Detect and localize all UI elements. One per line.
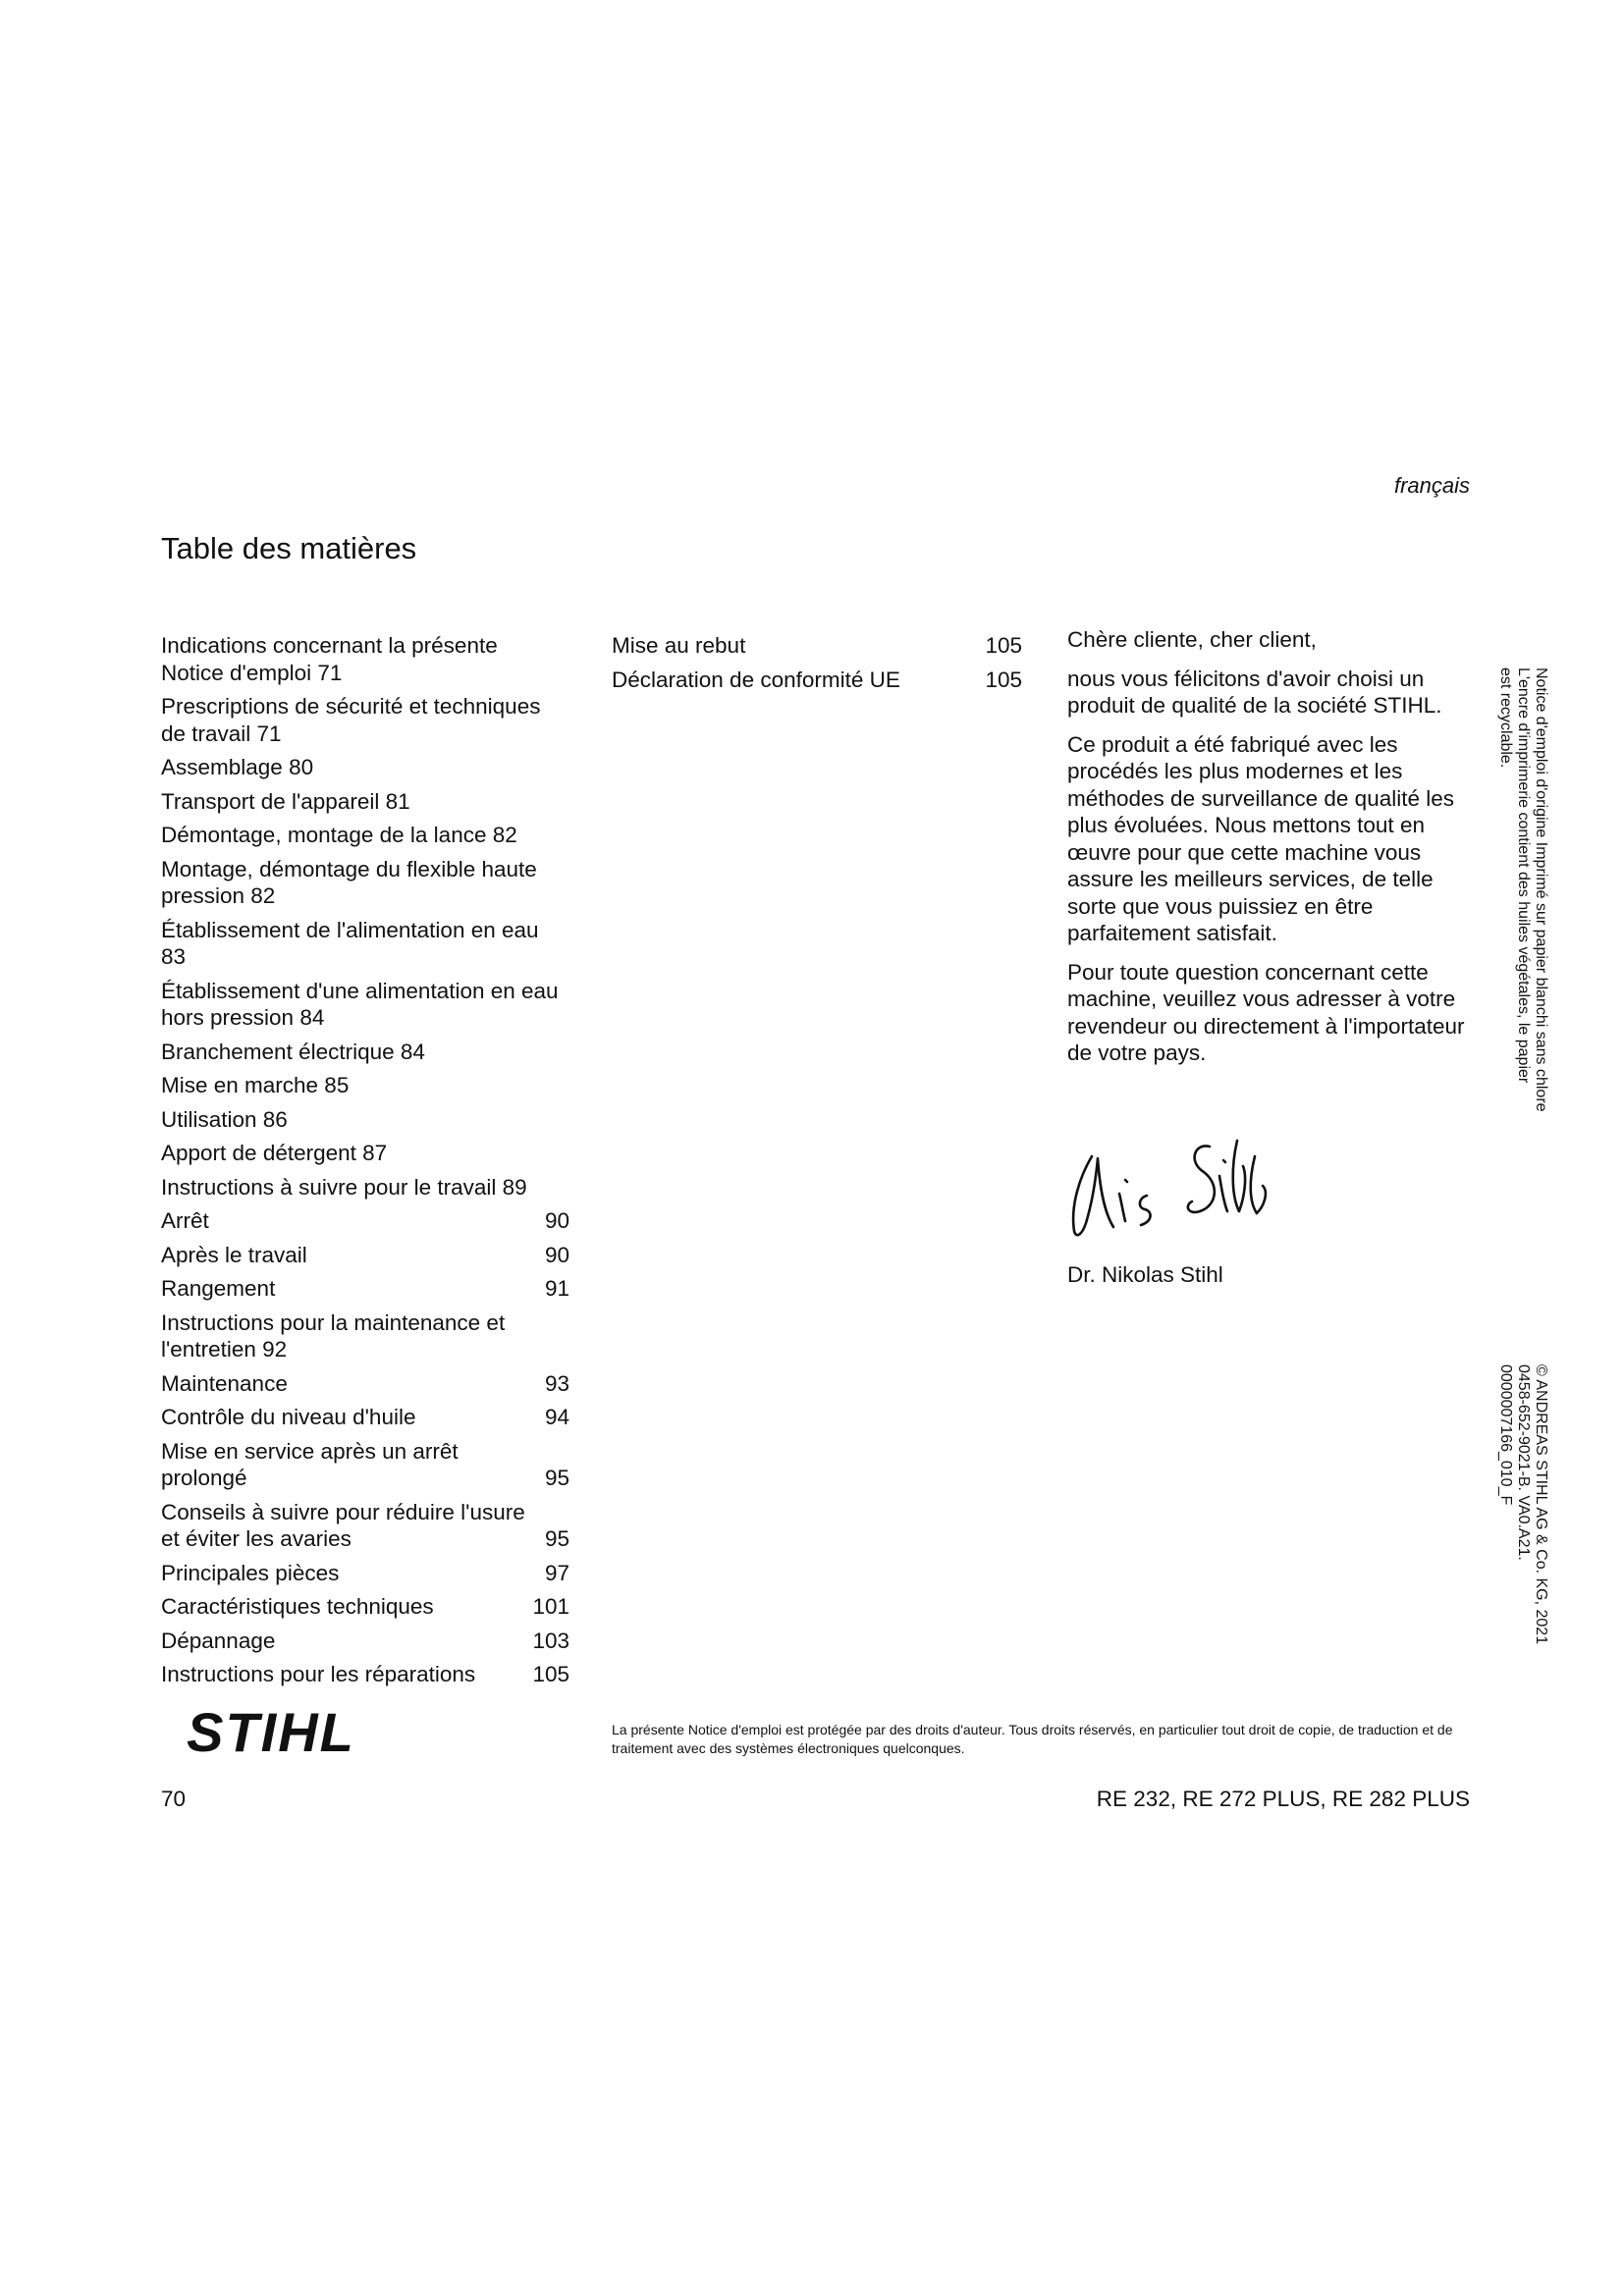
toc-entry-label: Conseils à suivre pour réduire l'usure et éviter les avaries bbox=[161, 1499, 525, 1551]
toc-entry bbox=[161, 1242, 569, 1269]
toc-entry-page: 105 bbox=[532, 1662, 569, 1686]
toc-entry-page: 105 bbox=[985, 633, 1022, 658]
side-note-printing: Notice d'emploi d'origine Imprimé sur papier blanchi sans chlore L'encre d'imprimerie contient des huiles végétales, le papier est recyclable. bbox=[1497, 667, 1549, 1112]
toc-entry-label: Maintenance bbox=[161, 1370, 288, 1396]
toc-entry-label: Instructions pour la maintenance et l'entretien 92 bbox=[161, 1309, 506, 1362]
copyright-notice: La présente Notice d'emploi est protégée par des droits d'auteur. Tous droits réservés, en particulier tout droit de copie, de traduction et de traitement avec des systèmes électroniques quelconques. bbox=[612, 1722, 1453, 1756]
language-label: français bbox=[1393, 473, 1470, 498]
toc-entry bbox=[161, 822, 569, 849]
toc-entry bbox=[161, 1039, 569, 1066]
toc-entry bbox=[612, 667, 1022, 694]
svg-text:STIHL: STIHL bbox=[187, 1706, 355, 1759]
toc-entry bbox=[161, 1404, 569, 1431]
toc-entry-label: Démontage, montage de la lance 82 bbox=[161, 823, 517, 847]
toc-left-column bbox=[161, 632, 569, 1695]
toc-entry-page: 90 bbox=[544, 1242, 569, 1267]
toc-entry-label: Caractéristiques techniques bbox=[161, 1594, 434, 1619]
toc-entry-label: Déclaration de conformité UE bbox=[612, 667, 900, 692]
toc-entry bbox=[161, 1661, 569, 1688]
toc-entry-label: Contrôle du niveau d'huile bbox=[161, 1405, 416, 1429]
letter-paragraph: Pour toute question concernant cette machine, veuillez vous adresser à votre revendeur ou directement à l'importateur de votre pays. bbox=[1067, 959, 1465, 1065]
toc-entry-page: 97 bbox=[544, 1560, 569, 1585]
toc-entry bbox=[161, 1072, 569, 1099]
toc-entry-label: Mise en service après un arrêt prolongé bbox=[161, 1438, 459, 1490]
toc-entry bbox=[612, 632, 1022, 660]
toc-entry-label: Mise au rebut bbox=[612, 633, 746, 658]
page-title: Table des matières bbox=[161, 531, 417, 565]
toc-entry bbox=[161, 856, 569, 910]
toc-middle-column bbox=[612, 632, 1022, 700]
letter-paragraph: Ce produit a été fabriqué avec les procédés les plus modernes et les méthodes de surveillance de qualité les plus évoluées. Nous mettons tout en œuvre pour que cette machine vous assure les meilleurs services, de telle sorte que vous puissiez en être parfaitement satisfait. bbox=[1067, 731, 1454, 945]
toc-entry-page: 95 bbox=[544, 1466, 569, 1490]
toc-entry-label: Transport de l'appareil 81 bbox=[161, 788, 410, 814]
toc-entry-label: Dépannage bbox=[161, 1628, 276, 1653]
letter-greeting: Chère cliente, cher client, bbox=[1067, 627, 1317, 652]
toc-entry bbox=[161, 788, 569, 816]
toc-entry bbox=[161, 1499, 569, 1553]
toc-entry bbox=[161, 1309, 569, 1363]
toc-entry-label: Établissement d'une alimentation en eau hors pression 84 bbox=[161, 978, 559, 1030]
toc-entry bbox=[161, 632, 569, 686]
toc-entry bbox=[161, 1207, 569, 1235]
toc-entry-label: Montage, démontage du flexible haute pression 82 bbox=[161, 856, 537, 908]
toc-entry-page: 91 bbox=[544, 1276, 569, 1301]
toc-entry-label: Arrêt bbox=[161, 1208, 209, 1233]
toc-entry bbox=[161, 1275, 569, 1303]
toc-entry-label: Mise en marche 85 bbox=[161, 1073, 350, 1097]
toc-entry-label: Établissement de l'alimentation en eau 83 bbox=[161, 917, 539, 969]
toc-entry-label: Apport de détergent 87 bbox=[161, 1141, 388, 1165]
toc-entry bbox=[161, 978, 569, 1032]
toc-entry-label: Principales pièces bbox=[161, 1560, 340, 1585]
toc-entry-label: Prescriptions de sécurité et techniques de travail 71 bbox=[161, 694, 541, 746]
side-note-copyright: © ANDREAS STIHL AG & Co. KG, 2021 0458-652-9021-B. VA0.A21. 0000007166_010_F bbox=[1497, 1364, 1549, 1645]
toc-entry-page: 103 bbox=[532, 1628, 569, 1653]
toc-entry bbox=[161, 1106, 569, 1134]
toc-entry-label: Indications concernant la présente Notice d'emploi 71 bbox=[161, 633, 498, 685]
toc-entry-page: 105 bbox=[985, 667, 1022, 692]
toc-entry bbox=[161, 1438, 569, 1492]
toc-entry-page: 94 bbox=[544, 1405, 569, 1429]
signer-name: Dr. Nikolas Stihl bbox=[1067, 1262, 1223, 1287]
toc-entry bbox=[161, 1628, 569, 1655]
toc-entry bbox=[161, 1174, 569, 1201]
page-number: 70 bbox=[161, 1787, 187, 1811]
toc-entry bbox=[161, 693, 569, 747]
toc-entry-page: 101 bbox=[532, 1594, 569, 1619]
toc-entry bbox=[161, 1593, 569, 1621]
toc-entry-label: Rangement bbox=[161, 1276, 276, 1301]
welcome-letter bbox=[1067, 626, 1480, 1079]
letter-paragraph: nous vous félicitons d'avoir choisi un produit de qualité de la société STIHL. bbox=[1067, 666, 1442, 718]
toc-entry-label: Utilisation 86 bbox=[161, 1106, 288, 1132]
toc-entry bbox=[161, 1370, 569, 1398]
toc-entry-label: Instructions pour les réparations bbox=[161, 1662, 476, 1686]
model-names: RE 232, RE 272 PLUS, RE 282 PLUS bbox=[1096, 1787, 1470, 1811]
toc-entry-page: 93 bbox=[544, 1370, 569, 1396]
toc-entry-label: Assemblage 80 bbox=[161, 755, 314, 779]
toc-entry-label: Après le travail bbox=[161, 1242, 307, 1267]
toc-entry bbox=[161, 754, 569, 781]
toc-entry bbox=[161, 1560, 569, 1587]
toc-entry-page: 95 bbox=[544, 1526, 569, 1551]
toc-entry-page: 90 bbox=[544, 1208, 569, 1233]
toc-entry bbox=[161, 917, 569, 971]
toc-entry-label: Branchement électrique 84 bbox=[161, 1039, 425, 1064]
handwritten-signature bbox=[1062, 1137, 1282, 1241]
toc-entry-label: Instructions à suivre pour le travail 89 bbox=[161, 1174, 527, 1200]
stihl-logo bbox=[161, 1706, 381, 1759]
toc-entry bbox=[161, 1140, 569, 1167]
